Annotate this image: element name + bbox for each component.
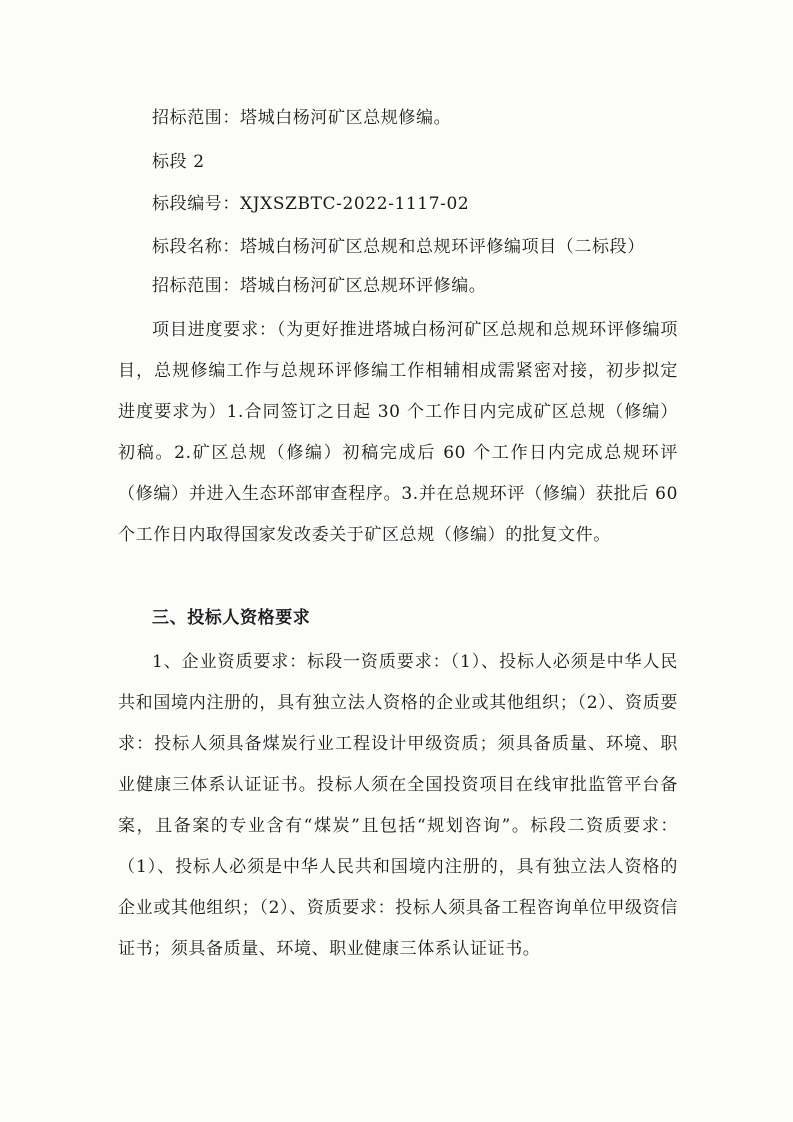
lot2-number: 标段编号：XJXSZBTC-2022-1117-02	[152, 194, 470, 214]
bid-scope-lot1: 招标范围：塔城白杨河矿区总规修编。	[152, 108, 452, 128]
lot2-name: 标段名称：塔城白杨河矿区总规和总规环评修编项目（二标段）	[152, 237, 645, 257]
schedule-requirements: 项目进度要求：（为更好推进塔城白杨河矿区总规和总规环评修编项目，总规修编工作与总规环评修编工作相辅相成需紧密对接，初步拟定进度要求为）1.合同签订之日起 30 个工作日内完成矿区总规（修编）初稿。2.矿区总规（修编）初稿完成后 60 个工作日内完成总规环评（修编）并进入生态环部审查程序。3.并在总规环评（修编）获批后 60 个工作日内取得国家发改委关于矿区总规（修编）的批复文件。	[118, 320, 678, 545]
qualification-requirements: 1、企业资质要求：标段一资质要求：（1）、投标人必须是中华人民共和国境内注册的，具有独立法人资格的企业或其他组织；（2）、资质要求：投标人须具备煤炭行业工程设计甲级资质；须具备质量、环境、职业健康三体系认证证书。投标人须在全国投资项目在线审批监管平台备案，且备案的专业含有“煤炭”且包括“规划咨询”。标段二资质要求：（1）、投标人必须是中华人民共和国境内注册的，具有独立法人资格的企业或其他组织；（2）、资质要求：投标人须具备工程咨询单位甲级资信证书；须具备质量、环境、职业健康三体系认证证书。	[118, 652, 678, 959]
lot2-title: 标段 2	[152, 152, 205, 172]
bid-scope-lot2: 招标范围：塔城白杨河矿区总规环评修编。	[152, 276, 487, 296]
section-heading-qualifications: 三、投标人资格要求	[152, 608, 311, 628]
